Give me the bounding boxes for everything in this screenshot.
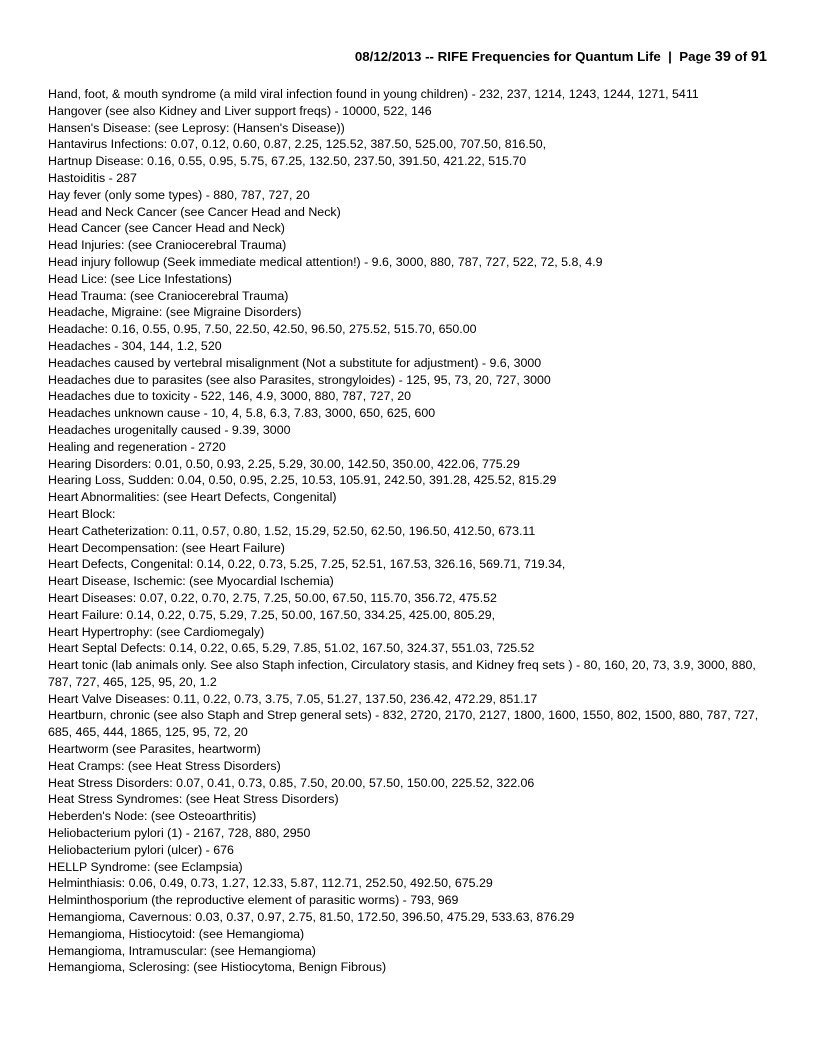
list-item: Heliobacterium pylori (1) - 2167, 728, 880, 2950 xyxy=(48,826,311,841)
list-item: Heat Stress Syndromes: (see Heat Stress Disorders) xyxy=(48,792,339,807)
list-item: Head Lice: (see Lice Infestations) xyxy=(48,271,232,286)
total-pages: 91 xyxy=(750,49,767,65)
list-item: Heart Catheterization: 0.11, 0.57, 0.80, 1.52, 15.29, 52.50, 62.50, 196.50, 412.50, 673.11 xyxy=(48,523,536,538)
list-item: Heat Cramps: (see Heat Stress Disorders) xyxy=(48,758,281,773)
list-item: Hemangioma, Cavernous: 0.03, 0.37, 0.97, 2.75, 81.50, 172.50, 396.50, 475.29, 533.63, 876.29 xyxy=(48,910,575,925)
list-item: Heart Defects, Congenital: 0.14, 0.22, 0.73, 5.25, 7.25, 52.51, 167.53, 326.16, 569.71, 719.34, xyxy=(48,557,566,572)
list-item: Hansen's Disease: (see Leprosy: (Hansen's Disease)) xyxy=(48,120,345,135)
header-page-label: Page xyxy=(679,49,715,64)
list-item: Healing and regeneration - 2720 xyxy=(48,439,226,454)
list-item: Heart Block: xyxy=(48,506,116,521)
list-item: Headaches caused by vertebral misalignment (Not a substitute for adjustment) - 9.6, 3000 xyxy=(48,355,542,370)
frequency-list xyxy=(48,86,770,976)
list-item: Heart Decompensation: (see Heart Failure) xyxy=(48,540,285,555)
list-item: Heart Diseases: 0.07, 0.22, 0.70, 2.75, 7.25, 50.00, 67.50, 115.70, 356.72, 475.52 xyxy=(48,590,497,605)
list-item: HELLP Syndrome: (see Eclampsia) xyxy=(48,859,243,874)
list-item: Heliobacterium pylori (ulcer) - 676 xyxy=(48,842,234,857)
list-item: Head Trauma: (see Craniocerebral Trauma) xyxy=(48,288,289,303)
list-item: Heart Abnormalities: (see Heart Defects, Congenital) xyxy=(48,490,337,505)
list-item: Hangover (see also Kidney and Liver support freqs) - 10000, 522, 146 xyxy=(48,103,432,118)
list-item: Heartburn, chronic (see also Staph and Strep general sets) - 832, 2720, 2170, 2127, 1800, 1600, 1550, 802, 1500, 880, 787, 727, 685, 465, 444, 1865, 125, 95, 72, 20 xyxy=(48,708,759,740)
list-item: Headaches unknown cause - 10, 4, 5.8, 6.3, 7.83, 3000, 650, 625, 600 xyxy=(48,406,436,421)
list-item: Hemangioma, Histiocytoid: (see Hemangioma) xyxy=(48,926,305,941)
header-title: RIFE Frequencies for Quantum Life xyxy=(437,49,661,64)
header-date: 08/12/2013 xyxy=(354,49,422,64)
list-item: Heart Valve Diseases: 0.11, 0.22, 0.73, 3.75, 7.05, 51.27, 137.50, 236.42, 472.29, 851.17 xyxy=(48,691,538,706)
page-header xyxy=(355,49,767,65)
list-item: Headache, Migraine: (see Migraine Disorders) xyxy=(48,305,302,320)
page-number: 39 xyxy=(714,49,731,65)
list-item: Heat Stress Disorders: 0.07, 0.41, 0.73, 0.85, 7.50, 20.00, 57.50, 150.00, 225.52, 322.06 xyxy=(48,775,535,790)
list-item: Heart Septal Defects: 0.14, 0.22, 0.65, 5.29, 7.85, 51.02, 167.50, 324.37, 551.03, 725.52 xyxy=(48,641,535,656)
list-item: Headaches - 304, 144, 1.2, 520 xyxy=(48,338,222,353)
list-item: Hearing Disorders: 0.01, 0.50, 0.93, 2.25, 5.29, 30.00, 142.50, 350.00, 422.06, 775.29 xyxy=(48,456,520,471)
list-item: Hantavirus Infections: 0.07, 0.12, 0.60, 0.87, 2.25, 125.52, 387.50, 525.00, 707.50, 816.50, xyxy=(48,137,547,152)
list-item: Head injury followup (Seek immediate medical attention!) - 9.6, 3000, 880, 787, 727, 522, 72, 5.8, 4.9 xyxy=(48,254,603,269)
list-item: Hastoiditis - 287 xyxy=(48,170,137,185)
list-item: Headaches due to toxicity - 522, 146, 4.9, 3000, 880, 787, 727, 20 xyxy=(48,389,412,404)
header-divider: | xyxy=(660,49,680,64)
list-item: Helminthosporium (the reproductive element of parasitic worms) - 793, 969 xyxy=(48,893,459,908)
list-item: Head Injuries: (see Craniocerebral Trauma) xyxy=(48,238,287,253)
header-of-label: of xyxy=(730,49,751,64)
list-item: Headaches urogenitally caused - 9.39, 3000 xyxy=(48,422,291,437)
list-item: Head Cancer (see Cancer Head and Neck) xyxy=(48,221,285,236)
list-item: Helminthiasis: 0.06, 0.49, 0.73, 1.27, 12.33, 5.87, 112.71, 252.50, 492.50, 675.29 xyxy=(48,876,493,891)
list-item: Heart tonic (lab animals only. See also Staph infection, Circulatory stasis, and Kidney freq sets ) - 80, 160, 20, 73, 3.9, 3000, 880, 787, 727, 465, 125, 95, 20, 1.2 xyxy=(48,658,756,689)
header-separator: -- xyxy=(421,49,438,64)
list-item: Heart Hypertrophy: (see Cardiomegaly) xyxy=(48,624,265,639)
list-item: Hemangioma, Intramuscular: (see Hemangioma) xyxy=(48,943,316,958)
list-item: Heart Disease, Ischemic: (see Myocardial Ischemia) xyxy=(48,574,334,589)
list-item: Heartworm (see Parasites, heartworm) xyxy=(48,742,261,757)
list-item: Head and Neck Cancer (see Cancer Head and Neck) xyxy=(48,204,341,219)
list-item: Hay fever (only some types) - 880, 787, 727, 20 xyxy=(48,187,310,202)
list-item: Headaches due to parasites (see also Parasites, strongyloides) - 125, 95, 73, 20, 727, 3000 xyxy=(48,372,551,387)
list-item: Hemangioma, Sclerosing: (see Histiocytoma, Benign Fibrous) xyxy=(48,960,387,975)
list-item: Hand, foot, & mouth syndrome (a mild viral infection found in young children) - 232, 237, 1214, 1243, 1244, 1271, 5411 xyxy=(48,87,699,101)
list-item: Heart Failure: 0.14, 0.22, 0.75, 5.29, 7.25, 50.00, 167.50, 334.25, 425.00, 805.29, xyxy=(48,607,496,622)
list-item: Hartnup Disease: 0.16, 0.55, 0.95, 5.75, 67.25, 132.50, 237.50, 391.50, 421.22, 515.70 xyxy=(48,154,527,169)
list-item: Headache: 0.16, 0.55, 0.95, 7.50, 22.50, 42.50, 96.50, 275.52, 515.70, 650.00 xyxy=(48,322,477,337)
list-item: Hearing Loss, Sudden: 0.04, 0.50, 0.95, 2.25, 10.53, 105.91, 242.50, 391.28, 425.52, 815.29 xyxy=(48,473,557,488)
list-item: Heberden's Node: (see Osteoarthritis) xyxy=(48,809,257,824)
